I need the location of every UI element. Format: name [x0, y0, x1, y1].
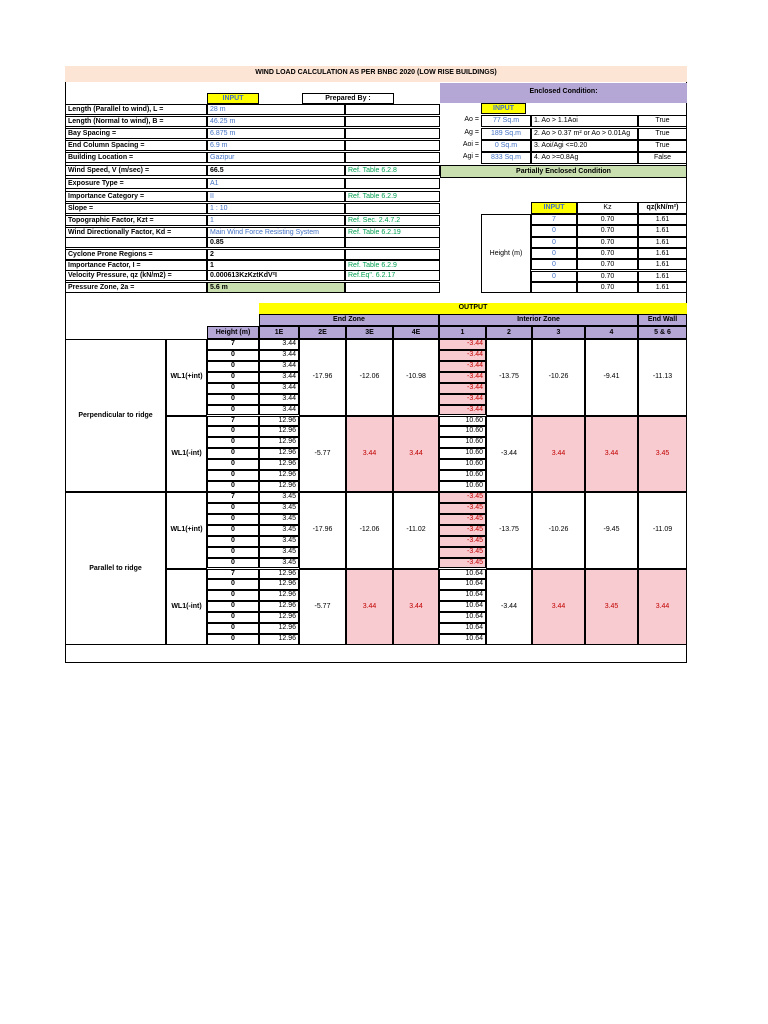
param-value[interactable]: 6.9 m [207, 140, 345, 151]
enclosed-symbol: Agi = [462, 153, 479, 160]
height-cell: 0 [207, 437, 259, 448]
zone-4-cell: 3.45 [585, 569, 638, 646]
zone-1-cell: -3.45 [439, 547, 486, 558]
column-header: 1 [439, 326, 486, 339]
zone-2-cell: -3.44 [486, 569, 532, 646]
height-cell: 0 [207, 448, 259, 459]
zone-2-cell: -13.75 [486, 492, 532, 569]
height-cell: 0 [207, 383, 259, 394]
zone-1e-cell: 12.96 [259, 623, 299, 634]
zone-2e-cell: -17.96 [299, 339, 346, 416]
zone-1-cell: -3.44 [439, 339, 486, 350]
zone-1e-cell: 12.96 [259, 601, 299, 612]
end-wall-header: End Wall [638, 314, 687, 326]
zone-1-cell: 10.60 [439, 481, 486, 492]
height-label: Height (m) [481, 214, 531, 293]
zone-1e-cell: 12.96 [259, 481, 299, 492]
height-cell: 0 [207, 470, 259, 481]
kz-value: 0.70 [577, 225, 638, 236]
param-ref: Ref. Table 6.2.8 [345, 165, 440, 176]
zone-1e-cell: 3.45 [259, 492, 299, 503]
enclosed-result: True [638, 140, 687, 152]
zone-2e-cell: -5.77 [299, 416, 346, 493]
zone-5-6-cell: 3.45 [638, 416, 687, 493]
kz-value: 0.70 [577, 248, 638, 259]
zone-1e-cell: 12.96 [259, 579, 299, 590]
zone-5-6-cell: -11.09 [638, 492, 687, 569]
enclosed-symbol: Ag = [464, 129, 479, 136]
height-cell: 0 [207, 459, 259, 470]
kz-header: Kz [577, 202, 638, 214]
height-cell: 0 [207, 350, 259, 361]
zone-1e-cell: 12.96 [259, 569, 299, 580]
zone-3-cell: -10.26 [532, 492, 585, 569]
column-header: 3 [532, 326, 585, 339]
param-label: Importance Factor, I = [65, 260, 207, 271]
zone-3e-cell: -12.06 [346, 492, 393, 569]
param-value[interactable]: 0.85 [207, 237, 345, 248]
param-ref [345, 152, 440, 163]
zone-4e-cell: 3.44 [393, 569, 439, 646]
height-input-header: INPUT [531, 202, 577, 214]
height-input[interactable]: 7 [531, 214, 577, 225]
zone-1e-cell: 3.44 [259, 372, 299, 383]
zone-1e-cell: 3.44 [259, 394, 299, 405]
column-header: 1E [259, 326, 299, 339]
zone-1e-cell: 3.45 [259, 547, 299, 558]
zone-3-cell: -10.26 [532, 339, 585, 416]
height-cell: 0 [207, 361, 259, 372]
zone-1e-cell: 12.96 [259, 459, 299, 470]
zone-1-cell: 10.60 [439, 459, 486, 470]
height-cell: 7 [207, 339, 259, 350]
zone-1e-cell: 12.96 [259, 634, 299, 645]
zone-1e-cell: 3.44 [259, 339, 299, 350]
zone-1e-cell: 12.96 [259, 470, 299, 481]
column-header: 4 [585, 326, 638, 339]
height-cell: 0 [207, 525, 259, 536]
direction-label: Perpendicular to ridge [65, 339, 166, 492]
column-header: 2 [486, 326, 532, 339]
zone-1-cell: -3.45 [439, 558, 486, 569]
param-label: Exposure Type = [65, 178, 207, 189]
param-value[interactable]: 66.5 [207, 165, 345, 176]
height-input[interactable]: 0 [531, 248, 577, 259]
height-cell: 0 [207, 372, 259, 383]
param-ref: Ref. Sec. 2.4.7.2 [345, 215, 440, 226]
param-ref: Ref. Table 6.2.9 [345, 260, 440, 271]
zone-1-cell: 10.60 [439, 448, 486, 459]
zone-1e-cell: 12.96 [259, 590, 299, 601]
kz-value: 0.70 [577, 214, 638, 225]
column-header: 5 & 6 [638, 326, 687, 339]
height-cell: 0 [207, 601, 259, 612]
kz-value: 0.70 [577, 237, 638, 248]
param-label: Wind Directionally Factor, Kd = [65, 227, 207, 238]
param-label: Building Location = [65, 152, 207, 163]
height-cell: 0 [207, 394, 259, 405]
zone-1-cell: -3.44 [439, 394, 486, 405]
zone-4e-cell: 3.44 [393, 416, 439, 493]
height-cell: 0 [207, 426, 259, 437]
zone-2-cell: -3.44 [486, 416, 532, 493]
param-value[interactable]: 5.6 m [207, 282, 345, 293]
param-value[interactable]: II [207, 191, 345, 202]
zone-1-cell: -3.45 [439, 514, 486, 525]
zone-1-cell: -3.45 [439, 525, 486, 536]
zone-1-cell: -3.44 [439, 383, 486, 394]
param-label: Importance Category = [65, 191, 207, 202]
prepared-by-label: Prepared By : [302, 93, 394, 104]
zone-1-cell: -3.45 [439, 492, 486, 503]
param-value[interactable]: 1 [207, 260, 345, 271]
zone-5-6-cell: -11.13 [638, 339, 687, 416]
sheet-title: WIND LOAD CALCULATION AS PER BNBC 2020 (LOW RISE BUILDINGS) [65, 66, 687, 82]
zone-1-cell: 10.60 [439, 426, 486, 437]
enclosed-result: True [638, 115, 687, 127]
interior-zone-header: Interior Zone [439, 314, 638, 326]
zone-4-cell: -9.45 [585, 492, 638, 569]
height-input[interactable]: 0 [531, 271, 577, 282]
param-value[interactable]: Main Wind Force Resisting System [207, 227, 345, 238]
zone-1-cell: 10.64 [439, 569, 486, 580]
param-ref [345, 237, 440, 248]
param-ref [345, 282, 440, 293]
qz-header: qz(kN/m²) [638, 202, 687, 214]
load-case-label: WL1(+int) [166, 492, 207, 569]
zone-1e-cell: 12.96 [259, 612, 299, 623]
zone-1-cell: 10.60 [439, 437, 486, 448]
qz-value: 1.61 [638, 259, 687, 270]
param-label: Cyclone Prone Regions = [65, 249, 207, 260]
param-ref: Ref. Table 6.2.19 [345, 227, 440, 238]
zone-3e-cell: 3.44 [346, 569, 393, 646]
zone-2e-cell: -17.96 [299, 492, 346, 569]
height-cell: 0 [207, 579, 259, 590]
param-ref: Ref. Table 6.2.9 [345, 191, 440, 202]
enclosed-symbol: Aoi = [462, 141, 479, 148]
zone-1-cell: -3.44 [439, 405, 486, 416]
height-cell: 0 [207, 503, 259, 514]
enclosed-result: True [638, 128, 687, 140]
param-ref: Ref.Eq". 6.2.17 [345, 270, 440, 281]
zone-4-cell: -9.41 [585, 339, 638, 416]
param-label: Slope = [65, 203, 207, 214]
direction-label: Parallel to ridge [65, 492, 166, 645]
param-label: Length (Parallel to wind), L = [65, 104, 207, 115]
enclosed-title: Enclosed Condition: [440, 83, 687, 103]
zone-1e-cell: 3.44 [259, 383, 299, 394]
enclosed-value[interactable]: 77 Sq.m [481, 115, 531, 127]
zone-1-cell: -3.45 [439, 536, 486, 547]
zone-1-cell: 10.60 [439, 470, 486, 481]
qz-value: 1.61 [638, 237, 687, 248]
zone-1-cell: 10.64 [439, 623, 486, 634]
load-case-label: WL1(+int) [166, 339, 207, 416]
param-label: Pressure Zone, 2a = [65, 282, 207, 293]
param-ref [345, 249, 440, 260]
enclosed-condition: 1. Ao > 1.1Aoi [531, 115, 638, 127]
height-cell: 0 [207, 558, 259, 569]
param-value[interactable]: Gazipur [207, 152, 345, 163]
zone-1e-cell: 12.96 [259, 426, 299, 437]
kz-value: 0.70 [577, 282, 638, 293]
height-input[interactable]: 0 [531, 237, 577, 248]
zone-4e-cell: -11.02 [393, 492, 439, 569]
enclosed-condition: 3. Aoi/Agi <=0.20 [531, 140, 638, 152]
param-ref [345, 140, 440, 151]
param-ref [345, 116, 440, 127]
param-value[interactable]: A1 [207, 178, 345, 189]
param-value[interactable]: 2 [207, 249, 345, 260]
height-cell: 0 [207, 514, 259, 525]
zone-4e-cell: -10.98 [393, 339, 439, 416]
zone-1-cell: 10.64 [439, 612, 486, 623]
zone-2e-cell: -5.77 [299, 569, 346, 646]
column-header: Height (m) [207, 326, 259, 339]
zone-4-cell: 3.44 [585, 416, 638, 493]
enclosed-result: False [638, 152, 687, 164]
enclosed-value[interactable]: 189 Sq.m [481, 128, 531, 140]
zone-1e-cell: 3.45 [259, 514, 299, 525]
height-input[interactable]: 0 [531, 259, 577, 270]
param-value[interactable]: 28 m [207, 104, 345, 115]
enclosed-input-label: INPUT [481, 103, 526, 114]
zone-1-cell: 10.64 [439, 634, 486, 645]
height-input[interactable] [531, 282, 577, 293]
zone-1-cell: 10.64 [439, 601, 486, 612]
param-label: Bay Spacing = [65, 128, 207, 139]
zone-1-cell: -3.44 [439, 372, 486, 383]
zone-2-cell: -13.75 [486, 339, 532, 416]
zone-5-6-cell: 3.44 [638, 569, 687, 646]
zone-1-cell: 10.64 [439, 579, 486, 590]
zone-1-cell: 10.60 [439, 416, 486, 427]
height-cell: 0 [207, 481, 259, 492]
zone-3e-cell: 3.44 [346, 416, 393, 493]
kz-value: 0.70 [577, 271, 638, 282]
zone-1e-cell: 3.44 [259, 361, 299, 372]
column-header: 3E [346, 326, 393, 339]
partial-enclosed-title: Partially Enclosed Condition [440, 165, 687, 178]
height-cell: 7 [207, 416, 259, 427]
param-label: Topographic Factor, Kzt = [65, 215, 207, 226]
qz-value: 1.61 [638, 225, 687, 236]
param-label: Velocity Pressure, qz (kN/m2) = [65, 270, 207, 281]
height-cell: 7 [207, 492, 259, 503]
height-cell: 0 [207, 547, 259, 558]
zone-1e-cell: 12.96 [259, 416, 299, 427]
enclosed-condition: 2. Ao > 0.37 m² or Ao > 0.01Ag [531, 128, 638, 140]
column-header: 2E [299, 326, 346, 339]
enclosed-symbol: Ao = [464, 116, 479, 123]
enclosed-condition: 4. Ao >=0.8Ag [531, 152, 638, 164]
height-input[interactable]: 0 [531, 225, 577, 236]
height-cell: 0 [207, 623, 259, 634]
zone-1-cell: -3.44 [439, 361, 486, 372]
param-value[interactable]: 6.875 m [207, 128, 345, 139]
param-value[interactable]: 0.000613KzKztKdV²I [207, 270, 345, 281]
param-label: Wind Speed, V (m/sec) = [65, 165, 207, 176]
zone-1e-cell: 3.45 [259, 503, 299, 514]
zone-1e-cell: 3.44 [259, 405, 299, 416]
zone-1-cell: -3.44 [439, 350, 486, 361]
height-cell: 0 [207, 590, 259, 601]
qz-value: 1.61 [638, 282, 687, 293]
height-cell: 7 [207, 569, 259, 580]
param-label [65, 237, 207, 248]
output-title: OUTPUT [259, 303, 687, 314]
zone-1-cell: -3.45 [439, 503, 486, 514]
qz-value: 1.61 [638, 248, 687, 259]
param-label: End Column Spacing = [65, 140, 207, 151]
zone-1e-cell: 12.96 [259, 448, 299, 459]
enclosed-value[interactable]: 0 Sq.m [481, 140, 531, 152]
param-ref [345, 104, 440, 115]
height-cell: 0 [207, 405, 259, 416]
param-ref [345, 203, 440, 214]
param-ref [345, 128, 440, 139]
qz-value: 1.61 [638, 271, 687, 282]
zone-1e-cell: 3.45 [259, 525, 299, 536]
param-value[interactable]: 1 [207, 215, 345, 226]
zone-3e-cell: -12.06 [346, 339, 393, 416]
load-case-label: WL1(-int) [166, 569, 207, 646]
zone-3-cell: 3.44 [532, 416, 585, 493]
load-case-label: WL1(-int) [166, 416, 207, 493]
height-cell: 0 [207, 612, 259, 623]
param-ref [345, 178, 440, 189]
qz-value: 1.61 [638, 214, 687, 225]
column-header: 4E [393, 326, 439, 339]
height-cell: 0 [207, 536, 259, 547]
zone-3-cell: 3.44 [532, 569, 585, 646]
height-cell: 0 [207, 634, 259, 645]
kz-value: 0.70 [577, 259, 638, 270]
zone-1e-cell: 3.45 [259, 558, 299, 569]
enclosed-value[interactable]: 833 Sq.m [481, 152, 531, 164]
input-header: INPUT [207, 93, 259, 104]
zone-1e-cell: 3.44 [259, 350, 299, 361]
zone-1e-cell: 12.96 [259, 437, 299, 448]
end-zone-header: End Zone [259, 314, 439, 326]
param-label: Length (Normal to wind), B = [65, 116, 207, 127]
zone-1e-cell: 3.45 [259, 536, 299, 547]
param-value[interactable]: 1 : 10 [207, 203, 345, 214]
param-value[interactable]: 46.25 m [207, 116, 345, 127]
zone-1-cell: 10.64 [439, 590, 486, 601]
